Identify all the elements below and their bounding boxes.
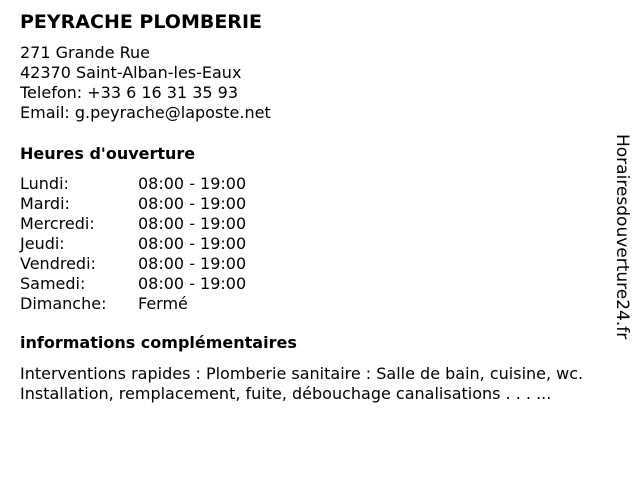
business-name: PEYRACHE PLOMBERIE <box>20 11 262 33</box>
address-street: 271 Grande Rue <box>20 43 151 62</box>
opening-hours-heading: Heures d'ouverture <box>20 144 196 163</box>
day-hours: 08:00 - 19:00 <box>138 274 247 293</box>
additional-info-text: Interventions rapides : Plomberie sanitaire : Salle de bain, cuisine, wc. Installation, remplacement, fuite, débouchage canalisations . . . ... <box>20 364 584 403</box>
day-hours: 08:00 - 19:00 <box>138 254 247 273</box>
day-hours: 08:00 - 19:00 <box>138 234 247 253</box>
hours-row-saturday <box>20 274 246 294</box>
day-hours: 08:00 - 19:00 <box>138 174 247 193</box>
phone-number: Telefon: +33 6 16 31 35 93 <box>20 83 239 102</box>
site-watermark: Horairesdouverture24.fr <box>612 134 632 340</box>
day-label: Dimanche: <box>20 294 107 313</box>
day-hours: 08:00 - 19:00 <box>138 214 247 233</box>
day-label: Lundi: <box>20 174 69 193</box>
hours-row-thursday <box>20 234 246 254</box>
additional-info-heading: informations complémentaires <box>20 333 297 352</box>
opening-hours-table <box>20 174 246 314</box>
day-label: Vendredi: <box>20 254 96 273</box>
hours-row-tuesday <box>20 194 246 214</box>
email-address: Email: g.peyrache@laposte.net <box>20 103 271 122</box>
day-hours: Fermé <box>138 294 188 313</box>
day-label: Mercredi: <box>20 214 95 233</box>
address-city: 42370 Saint-Alban-les-Eaux <box>20 63 242 82</box>
day-label: Samedi: <box>20 274 86 293</box>
day-hours: 08:00 - 19:00 <box>138 194 247 213</box>
hours-row-sunday <box>20 294 246 314</box>
contact-block <box>20 43 271 123</box>
day-label: Mardi: <box>20 194 70 213</box>
hours-row-friday <box>20 254 246 274</box>
day-label: Jeudi: <box>20 234 65 253</box>
hours-row-wednesday <box>20 214 246 234</box>
hours-row-monday <box>20 174 246 194</box>
